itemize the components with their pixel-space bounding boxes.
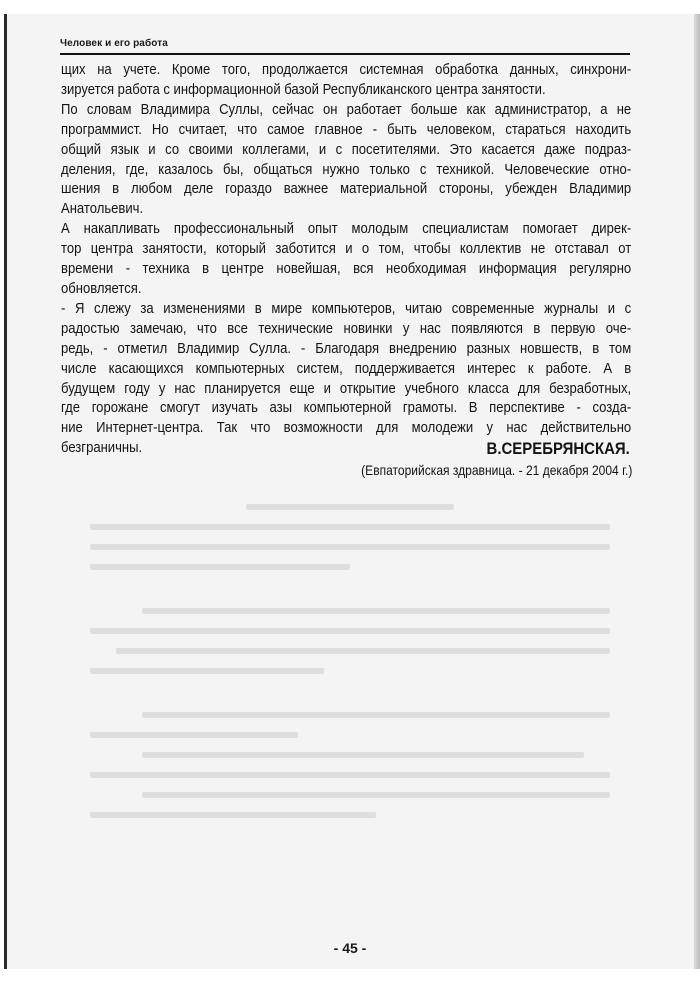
header-rule (60, 53, 630, 55)
text-line: тор центра занятости, который заботится и о том, чтобы коллектив не отставал от (61, 240, 632, 258)
text-line: редь, - отметил Владимир Сулла. - Благодаря внедрению разных новшеств, в том (61, 339, 632, 357)
text-line: зируется работа с информационной базой Республиканского центра занятости. (61, 80, 546, 98)
page-edge-shadow (694, 14, 700, 969)
text-line: времени - техника в центре новейшая, вся необходимая информация регулярно (61, 260, 632, 278)
article-body (61, 60, 631, 458)
page-number: - 45 - (333, 940, 367, 956)
text-line: Анатольевич. (61, 200, 144, 218)
text-line: безграничны. (61, 439, 143, 457)
text-line: программист. Но считает, что самое главное - быть человеком, стараться находить (61, 120, 632, 138)
text-line: обновляется. (61, 279, 142, 297)
text-line: По словам Владимира Суллы, сейчас он работает больше как администратор, а не (61, 100, 632, 118)
reverse-side-bleed-through (90, 490, 610, 900)
source-citation: (Евпаторийская здравница. - 21 декабря 2004 г.) (360, 462, 632, 478)
text-line: шения в любом деле гораздо важнее материальной стороны, убежден Владимир (61, 180, 632, 198)
text-line: числе касающихся компьютерных систем, поддерживается интерес к работе. А в (61, 359, 632, 377)
author-signature: В.СЕРЕБРЯНСКАЯ. (486, 439, 630, 458)
text-line: щих на учете. Кроме того, продолжается системная обработка данных, синхрони- (61, 61, 632, 78)
text-line: ние Интернет-центра. Так что возможности для молодежи у нас действительно (61, 419, 632, 437)
text-line: будущем году у нас планируется еще и открытие учебного класса для безработных, (61, 379, 632, 397)
text-line: где горожане смогут изучать азы компьютерной грамоты. В перспективе - созда- (61, 399, 632, 417)
text-line: - Я слежу за изменениями в мире компьютеров, читаю современные журналы и с (61, 299, 632, 317)
text-line: А накапливать профессиональный опыт молодым специалистам помогает дирек- (61, 220, 632, 238)
text-line: общий язык и со своими коллегами, и с посетителями. Это касается даже подраз- (61, 140, 632, 158)
text-line: радостью замечаю, что все технические новинки у нас появляются в первую оче- (61, 319, 632, 337)
text-line: деления, где, казалось бы, общаться нужно только с техникой. Человеческие отно- (61, 160, 632, 178)
running-head: Человек и его работа (60, 38, 168, 49)
